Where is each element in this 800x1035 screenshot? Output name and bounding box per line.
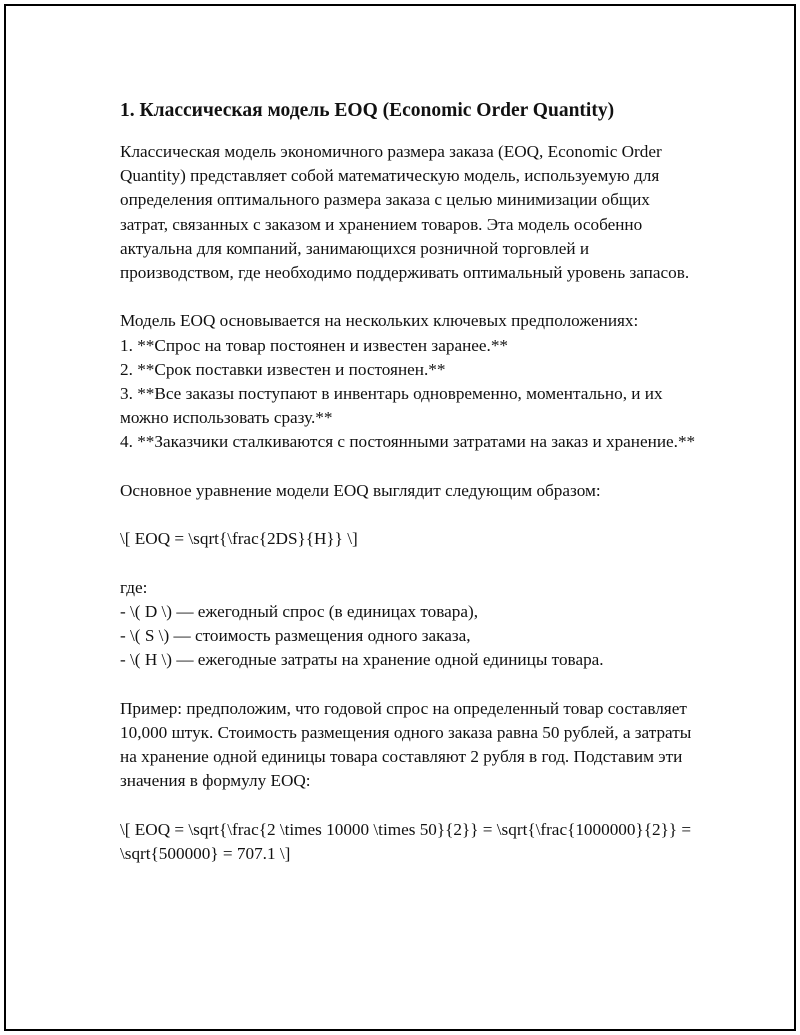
example-equation: \[ EOQ = \sqrt{\frac{2 \times 10000 \times 50}{2}} = \sqrt{\frac{1000000}{2}} = \sqrt{500000} = 707.1 \] <box>120 819 692 863</box>
assumption-item: 1. **Спрос на товар постоянен и известен заранее.** <box>120 335 509 355</box>
intro-paragraph: Классическая модель экономичного размера заказа (EOQ, Economic Order Quantity) представляет собой математическую модель, используемую для определения оптимального размера заказа с целью минимизации общих затрат, связанных с заказом и хранением товаров. Эта модель особенно актуальна для компаний, занимающихся розничной торговлей и производством, где необходимо поддерживать оптимальный уровень запасов. <box>120 142 690 283</box>
paragraph-gap <box>120 503 700 527</box>
assumption-item: 3. **Все заказы поступают в инвентарь одновременно, моментально, и их можно использовать сразу.** <box>120 384 663 428</box>
definition-item: - \( H \) — ежегодные затраты на хранение одной единицы товара. <box>120 650 604 670</box>
definition-item: - \( D \) — ежегодный спрос (в единицах товара), <box>120 601 479 621</box>
paragraph-gap <box>120 285 700 309</box>
equation-intro: Основное уравнение модели EOQ выглядит следующим образом: <box>120 480 601 500</box>
paragraph-gap <box>120 793 700 817</box>
paragraph-gap <box>120 455 700 479</box>
definition-item: - \( S \) — стоимость размещения одного заказа, <box>120 626 471 645</box>
paragraph-gap <box>120 551 700 575</box>
assumption-item: 4. **Заказчики сталкиваются с постоянными затратами на заказ и хранение.** <box>120 432 696 452</box>
paragraph-gap <box>120 672 700 696</box>
where-label: где: <box>120 577 148 597</box>
document-content <box>120 98 700 866</box>
eoq-equation: \[ EOQ = \sqrt{\frac{2DS}{H}} \] <box>120 529 358 549</box>
page-frame <box>4 4 796 1031</box>
assumptions-intro: Модель EOQ основывается на нескольких ключевых предположениях: <box>120 311 639 331</box>
section-heading: 1. Классическая модель EOQ (Economic Order Quantity) <box>120 100 615 121</box>
example-paragraph: Пример: предположим, что годовой спрос на определенный товар составляет 10,000 штук. Стоимость размещения одного заказа равна 50 рублей, а затраты на хранение одной единицы товара составляют 2 рубля в год. Подставим эти значения в формулу EOQ: <box>120 698 692 791</box>
assumption-item: 2. **Срок поставки известен и постоянен.** <box>120 359 446 379</box>
